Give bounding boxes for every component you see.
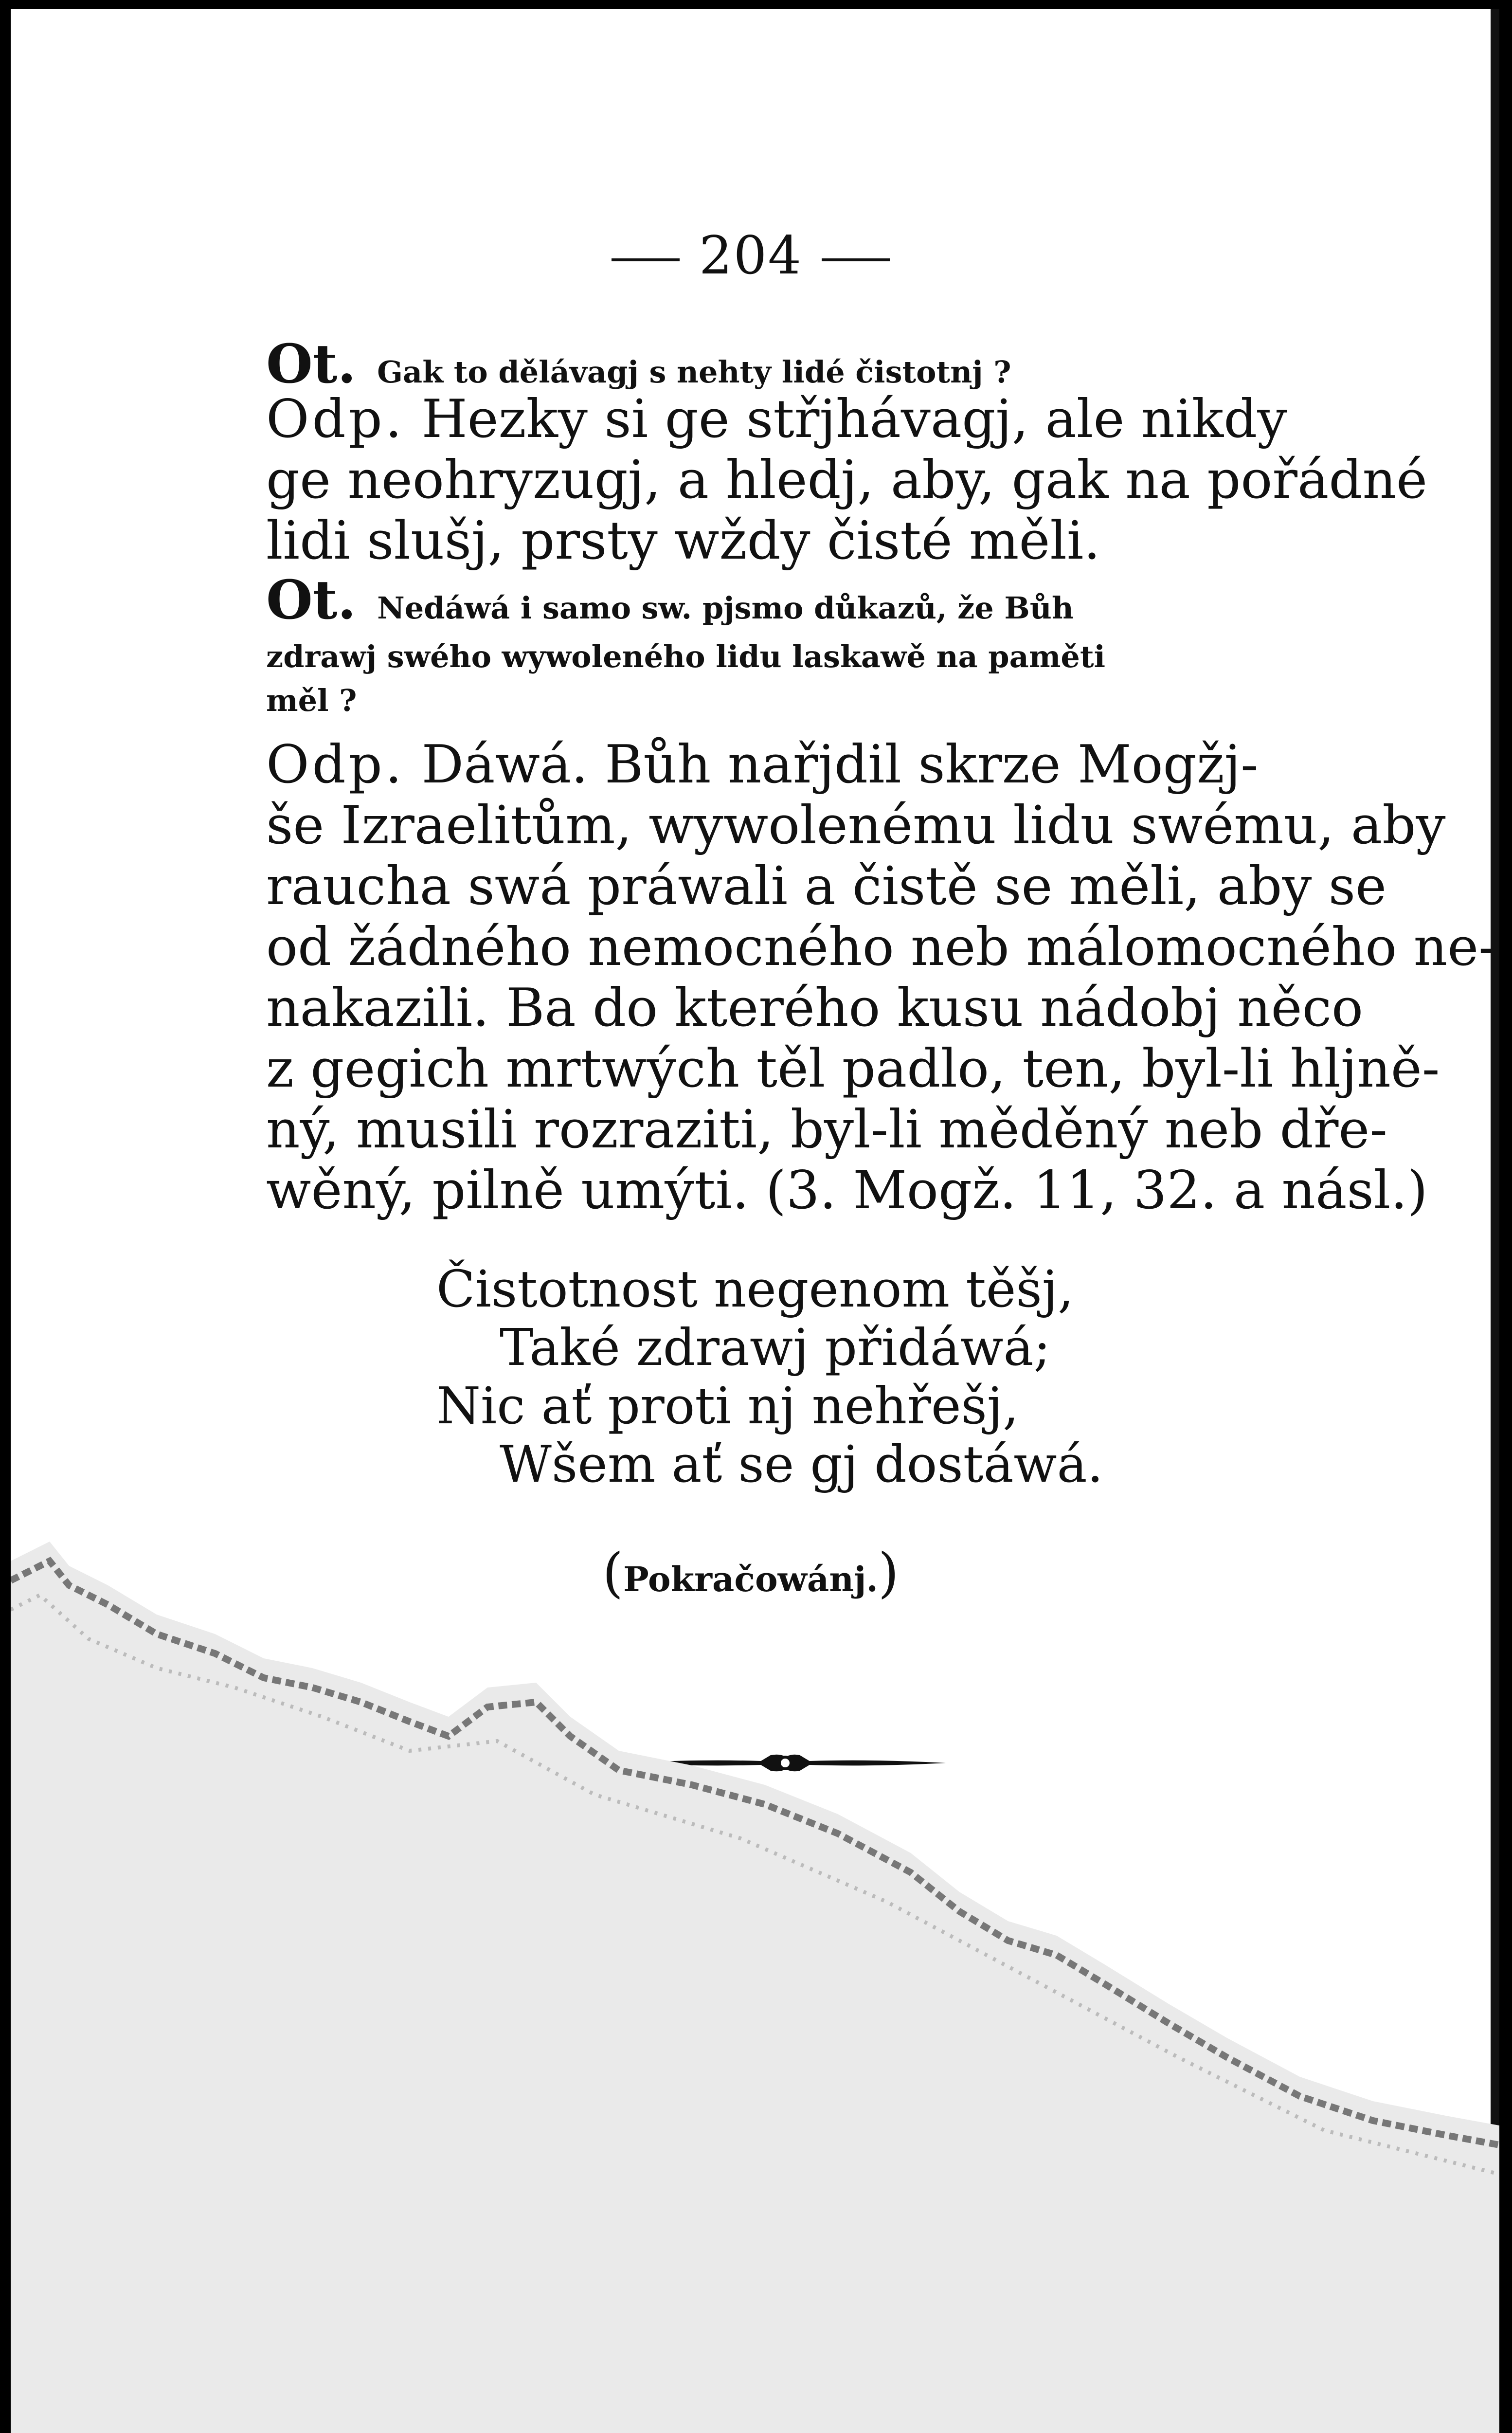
answer-2-line-4: od žádného nemocného neb málomocného ne-: [266, 917, 1496, 978]
continuation-note: (Pokračowánj.): [602, 1542, 899, 1604]
answer-text: Hezky si ge střjhávagj, ale nikdy: [421, 389, 1287, 450]
answer-2-line-5: nakazili. Ba do kterého kusu nádobj něco: [266, 978, 1364, 1038]
answer-text: Dáwá. Bůh nařjdil skrze Mogžj-: [421, 734, 1259, 795]
header-dash-left: [612, 258, 680, 261]
verse-line-2: Také zdrawj přidáwá;: [500, 1318, 1051, 1377]
header-dash-right: [822, 258, 890, 261]
question-2-line-3: měl ?: [266, 683, 357, 718]
page-number: 204: [699, 225, 803, 286]
page-header: [11, 225, 1491, 286]
answer-lead: Odp.: [266, 389, 405, 450]
answer-2-line-8: wěný, pilně umýti. (3. Mogž. 11, 32. a násl.): [266, 1160, 1428, 1221]
continuation-text: Pokračowánj.: [623, 1559, 878, 1599]
answer-lead: Odp.: [266, 734, 405, 795]
answer-2-line-7: ný, musili rozraziti, byl-li měděný neb dře-: [266, 1099, 1387, 1160]
answer-2-line-6: z gegich mrtwých těl padlo, ten, byl-li hljně-: [266, 1038, 1440, 1099]
question-lead: Ot.: [266, 332, 356, 395]
answer-1-line-2: ge neohryzugj, a hledj, aby, gak na pořádné: [266, 450, 1428, 510]
answer-1-line-3: lidi slušj, prsty wždy čisté měli.: [266, 510, 1100, 571]
verse-line-4: Wšem ať se gj dostáwá.: [500, 1434, 1103, 1494]
question-text: Nedáwá i samo sw. pjsmo důkazů, že Bůh: [377, 590, 1074, 626]
book-page: [11, 9, 1499, 2433]
answer-2-line-3: raucha swá práwali a čistě se měli, aby se: [266, 856, 1387, 917]
question-1-line-1: [266, 332, 1301, 395]
verse-line-1: Čistotnost negenom těšj,: [436, 1259, 1074, 1319]
question-2-line-1: [266, 568, 1301, 631]
question-2-line-2: zdrawj swého wywoleného lidu laskawě na paměti: [266, 639, 1106, 674]
water-stain: [11, 1542, 1499, 2433]
question-text: Gak to dělávagj s nehty lidé čistotnj ?: [377, 354, 1011, 390]
verse-line-3: Nic ať proti nj nehřešj,: [436, 1376, 1019, 1435]
answer-2-line-1: [266, 734, 1301, 795]
answer-1-line-1: [266, 389, 1301, 450]
question-lead: Ot.: [266, 568, 356, 631]
answer-2-line-2: še Izraelitům, wywolenému lidu swému, aby: [266, 795, 1446, 856]
